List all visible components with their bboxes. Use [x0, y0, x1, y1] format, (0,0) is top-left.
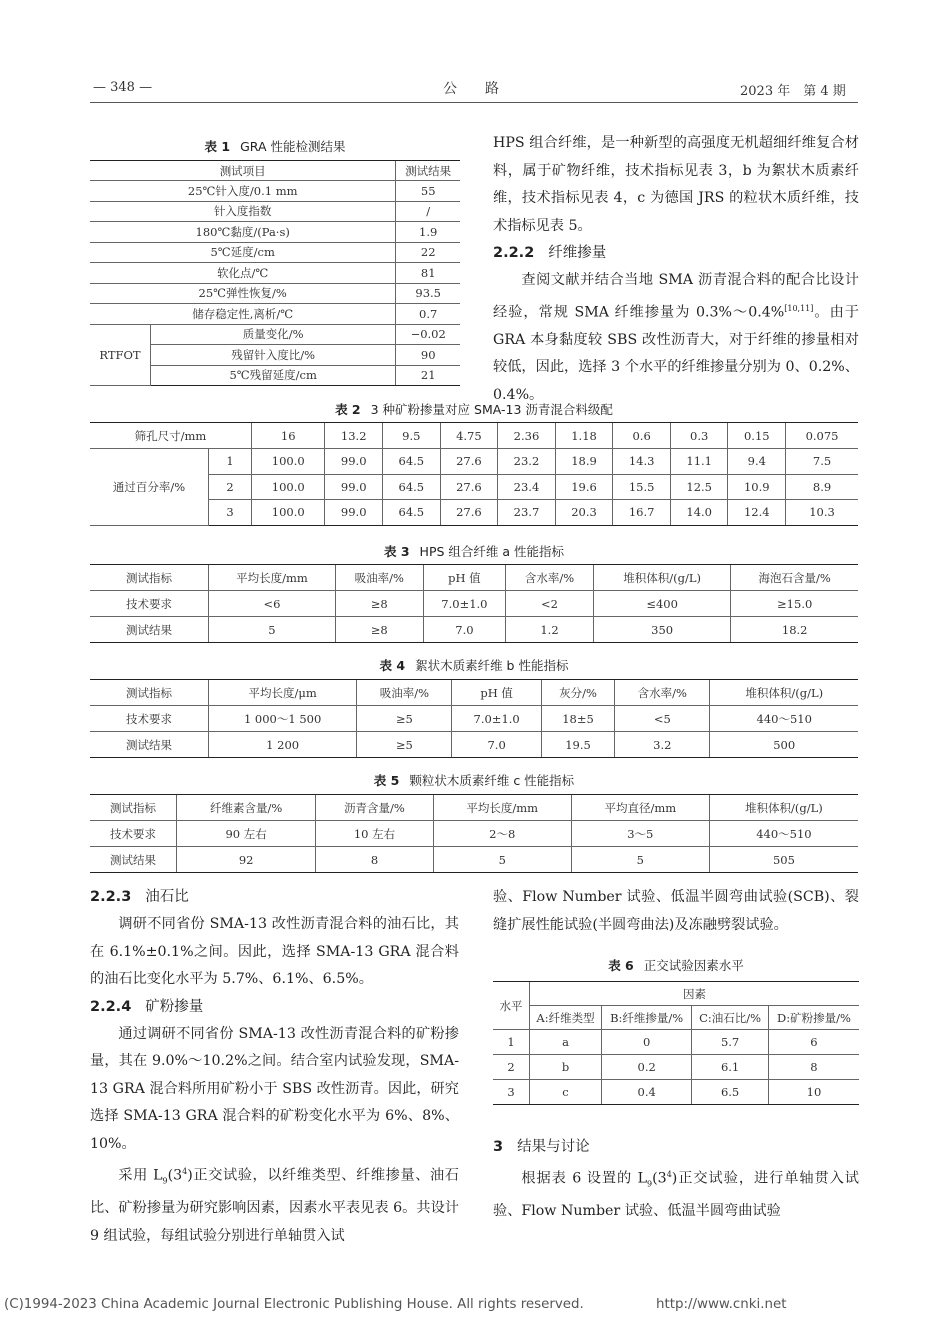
citation-ref: [10,11]	[784, 303, 814, 313]
page-number: — 348 —	[93, 80, 153, 95]
table-cell: 技术要求	[90, 706, 209, 732]
section3-block	[493, 1134, 859, 1226]
table-cell: 1 000～1 500	[209, 706, 357, 732]
table-cell: 14.3	[613, 449, 671, 475]
table2-header: 0.15	[728, 423, 786, 449]
table3-header: pH 值	[423, 565, 505, 591]
table2-header: 0.3	[670, 423, 728, 449]
table-cell: 针入度指数	[90, 201, 396, 222]
table5-caption: 表 5 颗粒状木质素纤维 c 性能指标	[373, 773, 575, 788]
table3-header: 平均长度/mm	[209, 565, 336, 591]
cnki-link[interactable]: http://www.cnki.net	[656, 1297, 787, 1312]
table-cell: 15.5	[613, 474, 671, 500]
table-cell: <5	[615, 706, 710, 732]
table-cell: 9.4	[728, 449, 786, 475]
table-cell: 93.5	[396, 283, 460, 304]
table-cell: 2	[209, 474, 252, 500]
table5-header: 纤维素含量/%	[177, 795, 316, 821]
table-cell: 测试结果	[90, 847, 177, 873]
table-cell: 90 左右	[177, 821, 316, 847]
issue-info: 2023 年 第 4 期	[740, 84, 846, 99]
table5-header: 沥青含量/%	[316, 795, 433, 821]
table6-header: C:油石比/%	[692, 1006, 769, 1030]
paragraph: 查阅文献并结合当地 SMA 沥青混合料的配合比设计经验，常规 SMA 纤维掺量为 0.3%～0.4%[10,11]。由于 GRA 本身黏度较 SBS 改性沥青大，对于纤维的掺量相对较低，因此，选择 3 个水平的纤维掺量分别为 0、0.2%、0.4%。	[493, 272, 859, 403]
left-column-bottom	[90, 884, 459, 1250]
table-cell: 505	[709, 847, 858, 873]
table6-header: A:纤维类型	[530, 1006, 602, 1030]
table-cell: 12.5	[670, 474, 728, 500]
table-cell: 3	[493, 1080, 530, 1105]
table-cell: 20.3	[555, 500, 613, 526]
table2-header: 9.5	[383, 423, 441, 449]
table2-header: 16	[252, 423, 325, 449]
table-cell: ≥5	[357, 732, 452, 758]
table-cell: 18±5	[541, 706, 614, 732]
table1-group-label: RTFOT	[90, 324, 151, 386]
table-cell: 180℃黏度/(Pa·s)	[90, 222, 396, 243]
table-cell: 10 左右	[316, 821, 433, 847]
table6-header: B:纤维掺量/%	[602, 1006, 692, 1030]
table4	[90, 679, 858, 758]
header-rule	[90, 102, 858, 103]
table-cell: a	[530, 1030, 602, 1055]
table2-caption: 表 2 3 种矿粉掺量对应 SMA-13 沥青混合料级配	[335, 402, 613, 417]
table-cell: 6.1	[692, 1055, 769, 1080]
table2-header: 2.36	[498, 423, 556, 449]
table-cell: 64.5	[383, 474, 441, 500]
table-cell: 技术要求	[90, 591, 209, 617]
copyright-notice: (C)1994-2023 China Academic Journal Electronic Publishing House. All rights reserved.	[4, 1297, 584, 1312]
table-cell: 2～8	[433, 821, 571, 847]
table-cell: 19.5	[541, 732, 614, 758]
table2-row-label: 通过百分率/%	[90, 449, 209, 526]
table-cell: ≥5	[357, 706, 452, 732]
table-cell: 6	[768, 1030, 859, 1055]
table-cell: ≥8	[335, 591, 423, 617]
table-cell: <2	[506, 591, 594, 617]
table-cell: 92	[177, 847, 316, 873]
table-cell: 5.7	[692, 1030, 769, 1055]
table-cell: 99.0	[325, 500, 383, 526]
table-cell: 3.2	[615, 732, 710, 758]
table1	[90, 160, 460, 386]
table-cell: 5℃残留延度/cm	[151, 365, 396, 386]
table4-header: 含水率/%	[615, 680, 710, 706]
table-cell: 残留针入度比/%	[151, 345, 396, 366]
table5	[90, 794, 858, 873]
table-cell: 16.7	[613, 500, 671, 526]
table4-header: 堆积体积/(g/L)	[710, 680, 858, 706]
section-heading: 2.2.3 油石比	[90, 889, 189, 905]
table4-header: 测试指标	[90, 680, 209, 706]
table-cell: <6	[209, 591, 336, 617]
table3	[90, 564, 858, 643]
paragraph: 根据表 6 设置的 $L_9(3^4)$正交试验，进行单轴贯入试验、Flow Number 试验、低温半圆弯曲试验	[493, 1170, 859, 1220]
paragraph: 验、Flow Number 试验、低温半圆弯曲试验(SCB)、裂缝扩展性能试验(半圆弯曲法)及冻融劈裂试验。	[493, 889, 859, 933]
table5-header: 平均直径/mm	[571, 795, 709, 821]
table3-header: 吸油率/%	[335, 565, 423, 591]
table5-header: 平均长度/mm	[433, 795, 571, 821]
table6	[493, 981, 859, 1105]
table-cell: 100.0	[252, 500, 325, 526]
table-cell: 8	[768, 1055, 859, 1080]
table6-factor-header: 因素	[530, 982, 860, 1006]
table-cell: 测试结果	[90, 617, 209, 643]
table-cell: 7.5	[786, 449, 858, 475]
journal-name: 公 路	[443, 81, 499, 97]
table2-header: 13.2	[325, 423, 383, 449]
table-cell: ≤400	[593, 591, 730, 617]
table-cell: 3～5	[571, 821, 709, 847]
table-cell: 440～510	[710, 706, 858, 732]
paragraph: 采用 $L_9(3^4)$正交试验，以纤维类型、纤维掺量、油石比、矿粉掺量为研究影响因素，因素水平表见表 6。共设计 9 组试验，每组试验分别进行单轴贯入试	[90, 1167, 459, 1244]
table-cell: 19.6	[555, 474, 613, 500]
table-cell: 25℃针入度/0.1 mm	[90, 181, 396, 202]
table-cell: 350	[593, 617, 730, 643]
table2	[90, 422, 858, 526]
table-cell: 1.2	[506, 617, 594, 643]
table-cell: 27.6	[440, 474, 498, 500]
table-cell: 7.0±1.0	[452, 706, 541, 732]
table-cell: 0.7	[396, 304, 460, 325]
table-cell: 5	[209, 617, 336, 643]
table-cell: 500	[710, 732, 858, 758]
table4-header: 平均长度/μm	[209, 680, 357, 706]
table-cell: 99.0	[325, 449, 383, 475]
section-heading: 2.2.2 纤维掺量	[493, 245, 607, 261]
table-cell: 25℃弹性恢复/%	[90, 283, 396, 304]
table-cell: 1 200	[209, 732, 357, 758]
table1-header: 测试结果	[396, 161, 460, 181]
table-cell: 18.2	[731, 617, 858, 643]
table3-header: 含水率/%	[506, 565, 594, 591]
table-cell: 23.4	[498, 474, 556, 500]
table-cell: 5	[433, 847, 571, 873]
table-cell: 64.5	[383, 449, 441, 475]
table-cell: 64.5	[383, 500, 441, 526]
table-cell: 7.0±1.0	[423, 591, 505, 617]
table4-header: 吸油率/%	[357, 680, 452, 706]
right-column-mid	[493, 884, 859, 939]
table4-caption: 表 4 絮状木质素纤维 b 性能指标	[379, 658, 569, 673]
table-cell: 质量变化/%	[151, 324, 396, 345]
table-cell: ≥8	[335, 617, 423, 643]
table-cell: 100.0	[252, 474, 325, 500]
table-cell: 3	[209, 500, 252, 526]
paragraph: 通过调研不同省份 SMA-13 改性沥青混合料的矿粉掺量，其在 9.0%～10.2%之间。结合室内试验发现，SMA-13 GRA 混合料所用矿粉小于 SBS 改性沥青。因此，研究选择 SMA-13 GRA 混合料的矿粉变化水平为 6%、8%、10%。	[90, 1025, 459, 1152]
table-cell: 1.9	[396, 222, 460, 243]
table-cell: 10.9	[728, 474, 786, 500]
table-cell: 22	[396, 242, 460, 263]
table-cell: 10	[768, 1080, 859, 1105]
table4-header: pH 值	[452, 680, 541, 706]
table6-caption: 表 6 正交试验因素水平	[608, 958, 744, 973]
table-cell: ≥15.0	[731, 591, 858, 617]
table-cell: 1	[493, 1030, 530, 1055]
table5-header: 测试指标	[90, 795, 177, 821]
table5-header: 堆积体积/(g/L)	[709, 795, 858, 821]
table4-header: 灰分/%	[541, 680, 614, 706]
section-heading: 3 结果与讨论	[493, 1139, 590, 1155]
table2-header: 4.75	[440, 423, 498, 449]
table-cell: 8.9	[786, 474, 858, 500]
table-cell: 7.0	[423, 617, 505, 643]
table-cell: 储存稳定性,离析/℃	[90, 304, 396, 325]
table-cell: 14.0	[670, 500, 728, 526]
right-column-top	[493, 130, 859, 409]
table3-header: 堆积体积/(g/L)	[593, 565, 730, 591]
table-cell: 81	[396, 263, 460, 284]
table3-header: 海泡石含量/%	[731, 565, 858, 591]
table-cell: /	[396, 201, 460, 222]
table2-header: 0.075	[786, 423, 858, 449]
table-cell: 12.4	[728, 500, 786, 526]
table-cell: 测试结果	[90, 732, 209, 758]
table-cell: 软化点/℃	[90, 263, 396, 284]
table-cell: 55	[396, 181, 460, 202]
table-cell: 27.6	[440, 449, 498, 475]
table-cell: 0.4	[602, 1080, 692, 1105]
table2-header: 0.6	[613, 423, 671, 449]
table-cell: 0.2	[602, 1055, 692, 1080]
table3-header: 测试指标	[90, 565, 209, 591]
table-cell: 21	[396, 365, 460, 386]
table6-level-header: 水平	[493, 982, 530, 1030]
table-cell: 5	[571, 847, 709, 873]
table2-header: 1.18	[555, 423, 613, 449]
table-cell: 1	[209, 449, 252, 475]
paragraph: 调研不同省份 SMA-13 改性沥青混合料的油石比，其在 6.1%±0.1%之间。因此，选择 SMA-13 GRA 混合料的油石比变化水平为 5.7%、6.1%、6.5%。	[90, 916, 459, 987]
paragraph: HPS 组合纤维，是一种新型的高强度无机超细纤维复合材料，属于矿物纤维，技术指标见表 3，b 为絮状木质素纤维，技术指标见表 4，c 为德国 JRS 的粒状木质纤维，技术指标见表 5。	[493, 135, 859, 234]
table2-header: 筛孔尺寸/mm	[90, 423, 252, 449]
table-cell: 99.0	[325, 474, 383, 500]
table-cell: 440～510	[709, 821, 858, 847]
table-cell: 23.2	[498, 449, 556, 475]
table-cell: 7.0	[452, 732, 541, 758]
table-cell: 技术要求	[90, 821, 177, 847]
table-cell: 5℃延度/cm	[90, 242, 396, 263]
table-cell: 6.5	[692, 1080, 769, 1105]
table-cell: c	[530, 1080, 602, 1105]
table-cell: −0.02	[396, 324, 460, 345]
table1-caption: 表 1 GRA 性能检测结果	[204, 139, 346, 154]
table1-header: 测试项目	[90, 161, 396, 181]
table-cell: 27.6	[440, 500, 498, 526]
table3-caption: 表 3 HPS 组合纤维 a 性能指标	[383, 544, 564, 559]
table6-header: D:矿粉掺量/%	[768, 1006, 859, 1030]
section-heading: 2.2.4 矿粉掺量	[90, 998, 204, 1015]
table-cell: 2	[493, 1055, 530, 1080]
table-cell: 10.3	[786, 500, 858, 526]
table-cell: 100.0	[252, 449, 325, 475]
table-cell: 11.1	[670, 449, 728, 475]
table-cell: 23.7	[498, 500, 556, 526]
table-cell: 90	[396, 345, 460, 366]
table-cell: 18.9	[555, 449, 613, 475]
table-cell: 8	[316, 847, 433, 873]
table-cell: 0	[602, 1030, 692, 1055]
table-cell: b	[530, 1055, 602, 1080]
